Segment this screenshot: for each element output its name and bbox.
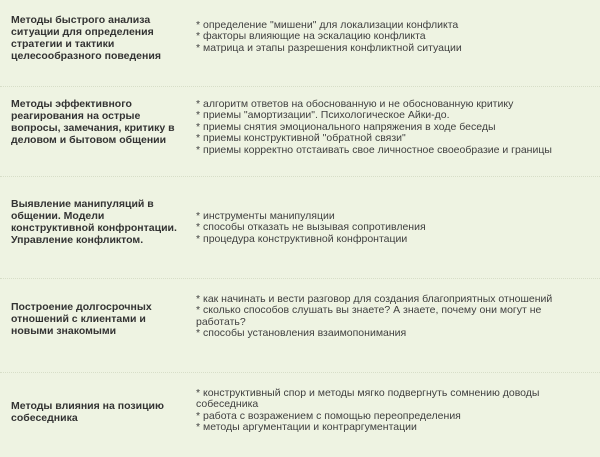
list-item: * способы отказать не вызывая сопротивления	[196, 221, 426, 234]
list-item: * конструктивный спор и методы мягко подвергнуть сомнению доводы собеседника	[196, 387, 540, 411]
list-item: * факторы влияющие на эскалацию конфликта	[196, 30, 426, 43]
row-topic-title: Построение долгосрочных отношений с клиентами и новыми знакомыми	[11, 301, 152, 337]
row-topic-list	[196, 20, 591, 54]
list-item: * приемы снятия эмоционального напряжения в ходе беседы	[196, 120, 496, 133]
row-divider	[0, 176, 600, 178]
list-item: * процедура конструктивной конфронтации	[196, 232, 408, 245]
row-divider	[0, 372, 600, 374]
list-item: * приемы корректно отстаивать свое личностное своеобразие и границы	[196, 143, 552, 156]
row-divider	[0, 278, 600, 280]
row-topic-title: Выявление манипуляций в общении. Модели конструктивной конфронтации. Управление конфликтом.	[11, 198, 177, 246]
row-divider	[0, 86, 600, 88]
list-item: * приемы "амортизации". Психологическое Айки-до.	[196, 109, 450, 122]
row-topic-list	[196, 388, 591, 434]
row-topic-list	[196, 211, 591, 245]
list-item: * определение "мишени" для локализации конфликта	[196, 19, 459, 31]
row-topic-title: Методы быстрого анализа ситуации для определения стратегии и тактики целесообразного поведения	[11, 14, 161, 62]
row-topic-title: Методы влияния на позицию собеседника	[11, 400, 164, 424]
list-item: * работа с возражением с помощью переопределения	[196, 409, 461, 422]
list-item: * как начинать и вести разговор для создания благоприятных отношений	[196, 293, 553, 305]
list-item: * алгоритм ответов на обоснованную и не обоснованную критику	[196, 98, 514, 110]
list-item: * приемы конструктивной "обратной связи"	[196, 132, 406, 145]
list-item: * матрица и этапы разрешения конфликтной ситуации	[196, 41, 462, 54]
list-item: * инструменты манипуляции	[196, 210, 335, 222]
row-topic-list	[196, 294, 591, 340]
list-item: * методы аргументации и контраргументации	[196, 421, 417, 434]
row-topic-list	[196, 99, 591, 156]
list-item: * способы установления взаимопонимания	[196, 327, 407, 340]
list-item: * сколько способов слушать вы знаете? А знаете, почему они могут не работать?	[196, 304, 542, 328]
row-topic-title: Методы эффективного реагирования на острые вопросы, замечания, критику в деловом и бытовом общении	[11, 98, 175, 146]
